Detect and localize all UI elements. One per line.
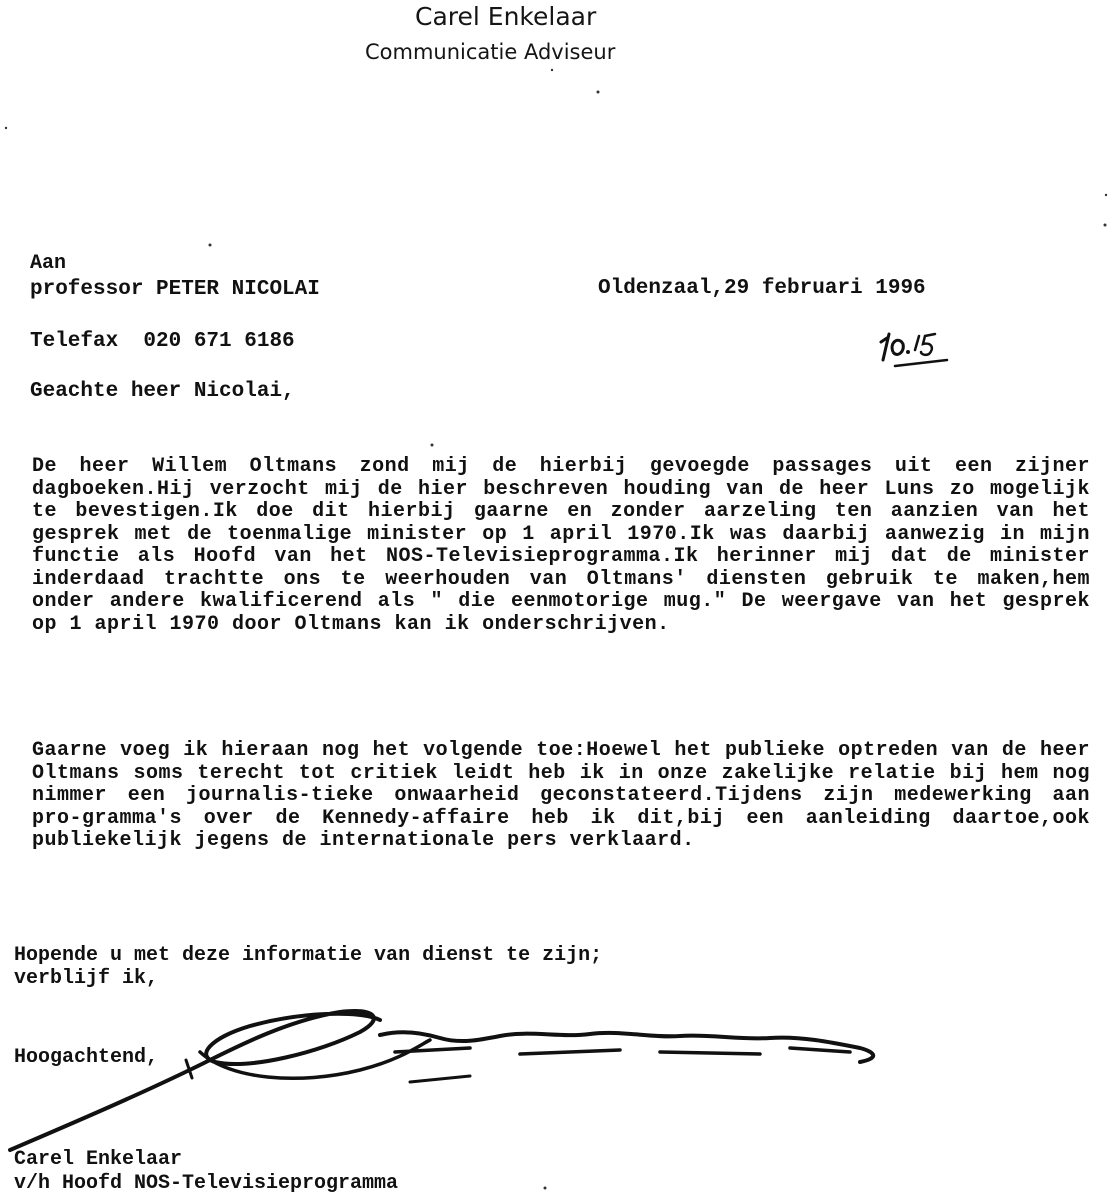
letterhead	[0, 0, 1114, 80]
letterhead-role: Communicatie Adviseur	[365, 40, 616, 64]
letterhead-name: Carel Enkelaar	[415, 2, 597, 31]
salutation: Geachte heer Nicolai,	[30, 380, 295, 403]
body-paragraph-2: Gaarne voeg ik hieraan nog het volgende toe:Hoewel het publieke optreden van de heer Oltmans soms terecht tot critiek leidt heb ik in onze zakelijke relatie bij hem nog nimmer een journalis-tieke onwaarheid geconstateerd.Tijdens zijn medewerking aan pro-gramma's over de Kennedy-affaire heb ik dit,bij een aanleiding daartoe,ook publiekelijk jegens de internationale pers verklaard.	[32, 739, 1090, 852]
closing-line-1: Hopende u met deze informatie van dienst te zijn;	[14, 944, 603, 967]
recipient-to-label: Aan	[30, 252, 67, 275]
signatory-title: v/h Hoofd NOS-Televisieprogramma	[14, 1172, 399, 1195]
body-paragraph-1: De heer Willem Oltmans zond mij de hierbij gevoegde passages uit een zijner dagboeken.Hij verzocht mij de hier beschreven houding van de heer Luns zo mogelijk te bevestigen.Ik doe dit hierbij gaarne en zonder aarzeling ten aanzien van het gesprek met de toenmalige minister op 1 april 1970.Ik was daarbij aanwezig in mijn functie als Hoofd van het NOS-Televisieprogramma.Ik herinner mij dat de minister inderdaad trachtte ons te weerhouden van Oltmans' diensten gebruik te maken,hem onder andere kwalificerend als " die eenmotorige mug." De weergave van het gesprek op 1 april 1970 door Oltmans kan ik onderschrijven.	[32, 455, 1090, 636]
place-date: Oldenzaal,29 februari 1996	[598, 277, 926, 300]
handwritten-signature	[0, 990, 920, 1170]
signatory-name: Carel Enkelaar	[14, 1148, 183, 1171]
closing-greeting: Hoogachtend,	[14, 1046, 159, 1069]
telefax-number: Telefax 020 671 6186	[30, 330, 295, 353]
handwritten-time-note	[875, 322, 965, 372]
closing-line-2: verblijf ik,	[14, 966, 159, 990]
recipient-name: professor PETER NICOLAI	[30, 278, 320, 301]
closing-lines	[14, 945, 602, 990]
